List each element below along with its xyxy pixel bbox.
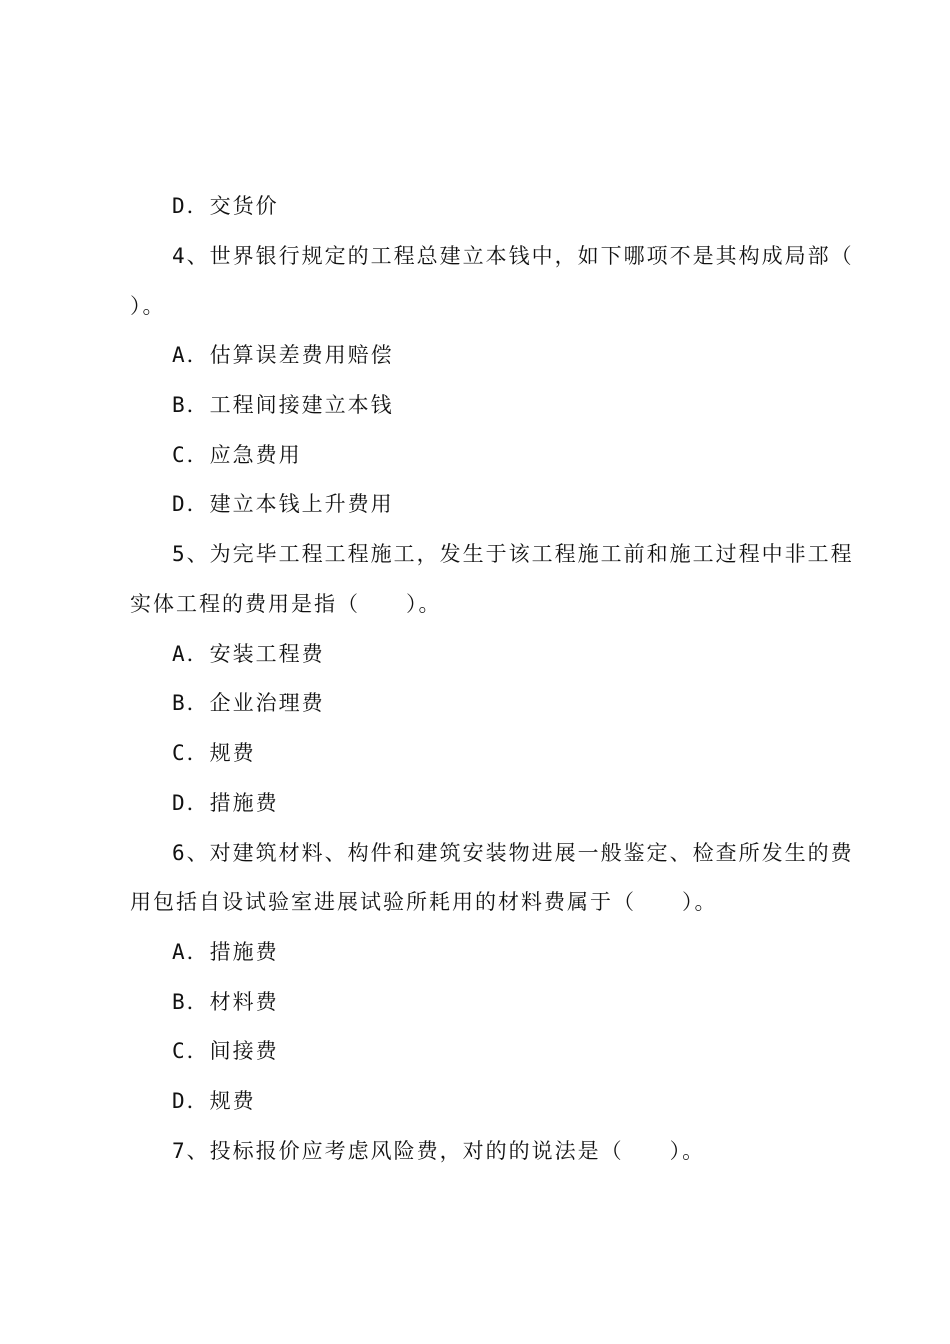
question-line: 6、对建筑材料、构件和建筑安装物进展一般鉴定、检查所发生的费 [172,841,854,865]
option-line: B．材料费 [172,990,279,1014]
option-line: C．规费 [172,741,256,765]
option-line: C．间接费 [172,1039,279,1063]
question-continuation: ）。 [130,294,166,318]
option-line: D．交货价 [172,194,279,218]
option-line: A．估算误差费用赔偿 [172,343,394,367]
option-line: B．工程间接建立本钱 [172,393,394,417]
option-line: D．措施费 [172,791,279,815]
option-line: D．建立本钱上升费用 [172,492,394,516]
question-line: 7、投标报价应考虑风险费，对的的说法是（ ）。 [172,1139,706,1163]
option-line: C．应急费用 [172,443,302,467]
option-line: D．规费 [172,1089,256,1113]
question-line: 4、世界银行规定的工程总建立本钱中，如下哪项不是其构成局部（ [172,244,854,268]
question-continuation: 用包括自设试验室进展试验所耗用的材料费属于（ ）。 [130,890,718,914]
option-line: A．措施费 [172,940,279,964]
question-line: 5、为完毕工程工程施工，发生于该工程施工前和施工过程中非工程 [172,542,854,566]
option-line: B．企业治理费 [172,691,325,715]
option-line: A．安装工程费 [172,642,325,666]
question-continuation: 实体工程的费用是指（ ）。 [130,592,442,616]
